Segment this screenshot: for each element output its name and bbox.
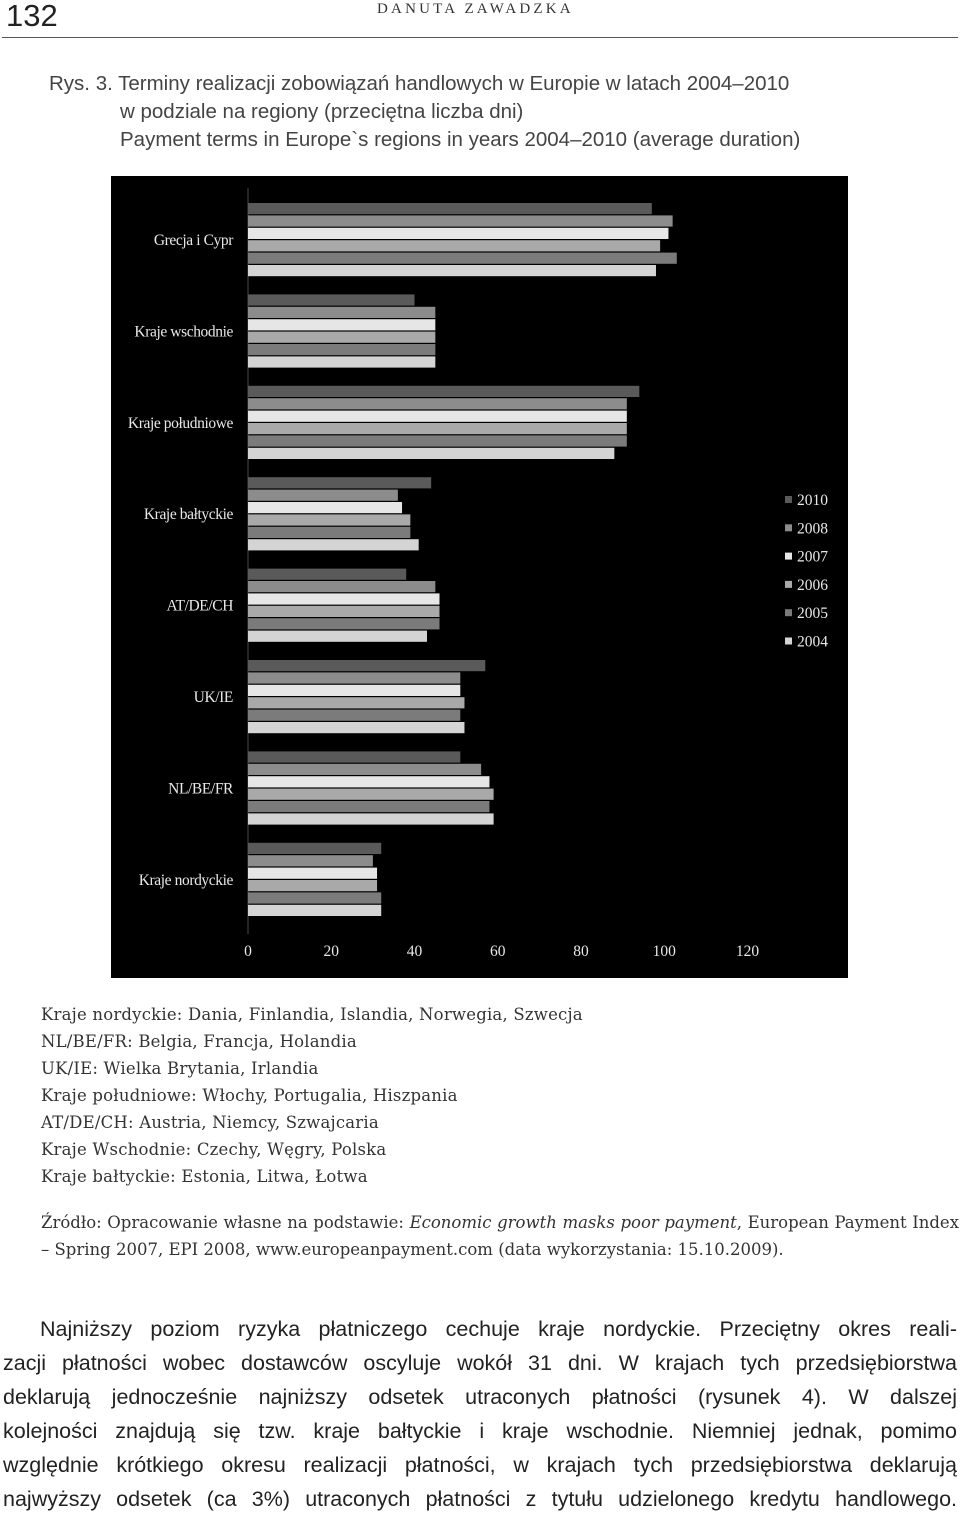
- legend-label: 2004: [797, 633, 828, 651]
- bar-2005: [248, 344, 435, 355]
- x-tick-label: 100: [652, 943, 676, 960]
- bar-2010: [248, 569, 406, 580]
- bar-2008: [248, 307, 435, 318]
- bar-2006: [248, 240, 660, 251]
- note-line: Kraje Wschodnie: Czechy, Węgry, Polska: [41, 1140, 387, 1159]
- source-suffix: , European Payment Index – Spring 2007, EPI 2008, www.europeanpayment.com (data wykorzystania: 15.10.2009).: [41, 1213, 959, 1259]
- legend-label: 2007: [797, 548, 828, 566]
- note-line: UK/IE: Wielka Brytania, Irlandia: [41, 1059, 319, 1078]
- bar-2008: [248, 855, 373, 866]
- category-label: Kraje bałtyckie: [143, 506, 233, 524]
- bar-2008: [248, 581, 435, 592]
- source-title: Economic growth masks poor payment: [409, 1213, 737, 1232]
- bar-2007: [248, 868, 377, 879]
- bar-2008: [248, 215, 673, 226]
- bar-2006: [248, 789, 494, 800]
- caption-line-3: Payment terms in Europe`s regions in years 2004–2010 (average duration): [120, 128, 801, 151]
- source-prefix: Źródło: Opracowanie własne na podstawie:: [41, 1213, 410, 1232]
- legend-swatch: [785, 496, 792, 503]
- note-line: Kraje nordyckie: Dania, Finlandia, Islandia, Norwegia, Szwecja: [41, 1005, 583, 1024]
- bar-2004: [248, 539, 419, 550]
- note-line: Kraje bałtyckie: Estonia, Litwa, Łotwa: [41, 1167, 368, 1186]
- category-label: NL/BE/FR: [168, 780, 233, 798]
- bar-2010: [248, 477, 431, 488]
- bar-2005: [248, 892, 381, 903]
- note-line: NL/BE/FR: Belgia, Francja, Holandia: [41, 1032, 357, 1051]
- x-tick-label: 80: [573, 943, 589, 960]
- bar-2004: [248, 722, 464, 733]
- bar-2005: [248, 435, 627, 446]
- legend-label: 2008: [797, 520, 828, 538]
- bar-2006: [248, 332, 435, 343]
- bar-2005: [248, 618, 439, 629]
- bar-2010: [248, 294, 415, 305]
- body-line: najwyższy odsetek (ca 3%) utraconych płatności z tytułu udzielonego kredytu handlowego.: [3, 1487, 957, 1511]
- bar-2007: [248, 411, 627, 422]
- bar-2008: [248, 398, 627, 409]
- page-header: [0, 0, 960, 40]
- body-paragraph: [3, 1312, 957, 1516]
- bar-2006: [248, 606, 439, 617]
- category-label: Grecja i Cypr: [153, 232, 233, 249]
- bar-2008: [248, 672, 460, 683]
- body-line: zacji płatności wobec dostawców oscyluje wokół 31 dni. W krajach tych przedsiębiorstwa: [3, 1351, 957, 1375]
- bar-2004: [248, 813, 494, 824]
- category-label: Kraje południowe: [127, 414, 233, 432]
- bar-2007: [248, 776, 489, 787]
- bar-2004: [248, 631, 427, 642]
- bar-2007: [248, 593, 439, 604]
- caption-line-2: w podziale na regiony (przeciętna liczba dni): [120, 100, 524, 123]
- legend-swatch: [785, 609, 792, 616]
- body-line: deklarują jednocześnie najniższy odsetek utraconych płatności (rysunek 4). W dalszej: [3, 1385, 957, 1409]
- bar-2007: [248, 228, 668, 239]
- category-label: AT/DE/CH: [166, 597, 233, 615]
- x-tick-label: 20: [323, 943, 340, 960]
- x-tick-label: 120: [735, 943, 760, 960]
- bar-2006: [248, 423, 627, 434]
- x-tick-label: 0: [244, 943, 252, 960]
- bar-chart: [111, 176, 848, 978]
- legend-label: 2010: [797, 492, 828, 509]
- bar-2010: [248, 660, 485, 671]
- bar-2004: [248, 356, 435, 367]
- bar-2008: [248, 764, 481, 775]
- body-line: względnie krótkiego okresu realizacji płatności, w krajach tych przedsiębiorstwa deklarują: [3, 1453, 957, 1477]
- legend-swatch: [785, 553, 792, 560]
- bar-2006: [248, 514, 410, 525]
- running-head: DANUTA ZAWADZKA: [377, 1, 574, 17]
- bar-2004: [248, 905, 381, 916]
- bar-2004: [248, 265, 656, 276]
- x-tick-label: 60: [490, 943, 506, 960]
- chart-svg: [111, 176, 848, 978]
- legend-label: 2005: [797, 605, 828, 623]
- header-rule: [2, 37, 958, 38]
- category-label: Kraje nordyckie: [138, 871, 233, 889]
- page-number: 132: [6, 0, 58, 33]
- bar-2004: [248, 448, 614, 459]
- bar-2010: [248, 386, 639, 397]
- legend-swatch: [785, 581, 792, 588]
- bar-2010: [248, 751, 460, 762]
- body-line: Najniższy poziom ryzyka płatniczego cechuje kraje nordyckie. Przeciętny okres reali-: [40, 1317, 957, 1341]
- legend-label: 2006: [797, 576, 828, 594]
- note-line: AT/DE/CH: Austria, Niemcy, Szwajcaria: [41, 1113, 379, 1132]
- source-note: [41, 1209, 959, 1263]
- category-label: Kraje wschodnie: [134, 323, 233, 341]
- caption-line-1: Rys. 3. Terminy realizacji zobowiązań handlowych w Europie w latach 2004–2010: [49, 72, 790, 95]
- category-label: UK/IE: [193, 689, 233, 706]
- bar-2007: [248, 319, 435, 330]
- x-tick-label: 40: [406, 943, 423, 960]
- bar-2006: [248, 880, 377, 891]
- figure-caption: [49, 70, 929, 154]
- legend-swatch: [785, 524, 792, 531]
- note-line: Kraje południowe: Włochy, Portugalia, Hiszpania: [41, 1086, 458, 1105]
- bar-2005: [248, 253, 677, 264]
- bar-2008: [248, 490, 398, 501]
- bar-2010: [248, 843, 381, 854]
- bar-2005: [248, 710, 460, 721]
- region-notes: [41, 1001, 941, 1190]
- bar-2005: [248, 527, 410, 538]
- bar-2005: [248, 801, 489, 812]
- legend-swatch: [785, 638, 792, 645]
- bar-2007: [248, 502, 402, 513]
- bar-2010: [248, 203, 652, 214]
- bar-2006: [248, 697, 464, 708]
- bar-2007: [248, 685, 460, 696]
- body-line: kolejności znajdują się tzw. kraje bałtyckie i kraje wschodnie. Niemniej jednak, pomimo: [3, 1419, 957, 1443]
